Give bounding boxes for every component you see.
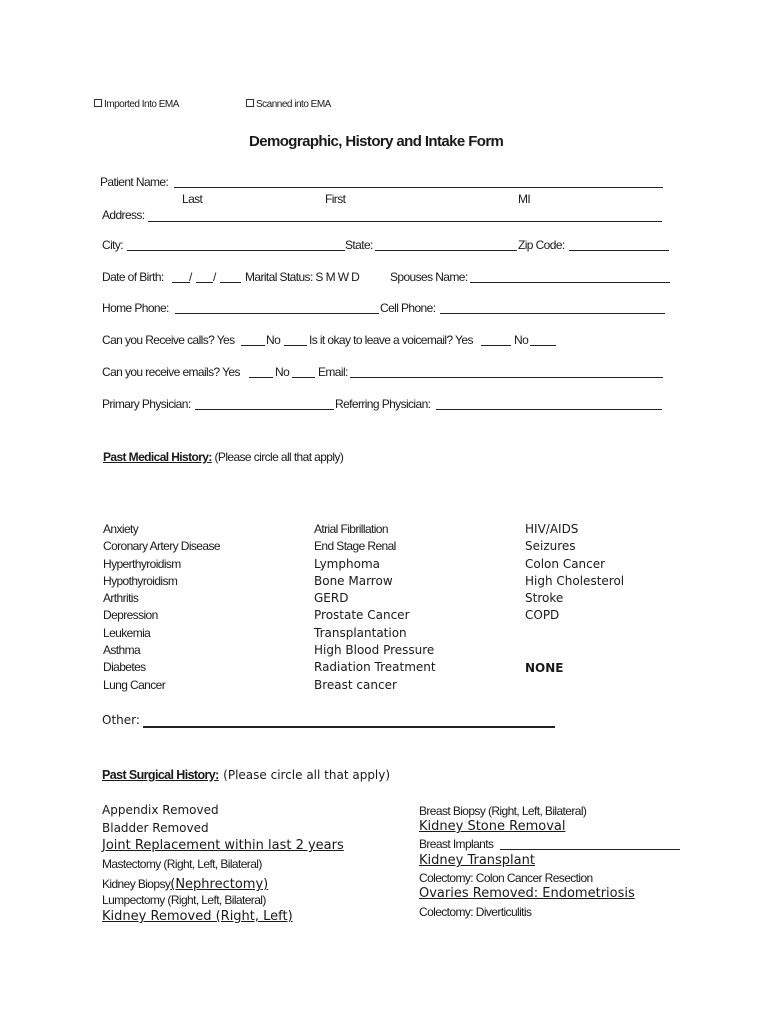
scanned-into-ema-checkbox[interactable]: Scanned into EMA — [246, 99, 331, 110]
medical-conditions-column-2 — [314, 522, 436, 695]
dob-separator: / — [189, 270, 192, 284]
checkbox-icon[interactable] — [246, 99, 254, 107]
primary-physician-field[interactable] — [195, 409, 334, 410]
imported-into-ema-checkbox[interactable]: Imported Into EMA — [94, 99, 179, 110]
condition-option[interactable]: High Blood Pressure — [314, 643, 435, 658]
last-name-caption: Last — [182, 192, 203, 206]
condition-option[interactable]: HIV/AIDS — [525, 522, 579, 536]
condition-option[interactable]: Prostate Cancer — [314, 608, 410, 623]
condition-option[interactable]: Radiation Treatment — [314, 660, 436, 675]
emails-yes-field[interactable] — [249, 377, 273, 378]
condition-option[interactable]: Breast cancer — [314, 677, 397, 692]
past-surgical-history-section — [102, 766, 390, 784]
condition-option[interactable]: Coronary Artery Disease — [103, 539, 220, 554]
surgery-option[interactable]: Ovaries Removed: Endometriosis — [419, 886, 635, 901]
past-medical-heading: Past Medical History: — [103, 450, 212, 464]
surgery-option[interactable]: Colectomy: Diverticulitis — [419, 905, 532, 919]
condition-option[interactable]: Hypothyroidism — [103, 573, 178, 588]
receive-calls-label: Can you Receive calls? Yes — [102, 333, 235, 347]
primary-physician-label: Primary Physician: — [102, 397, 191, 411]
surgery-option[interactable]: Bladder Removed — [102, 821, 209, 835]
dob-year-field[interactable] — [220, 282, 241, 283]
first-name-caption: First — [325, 192, 346, 206]
condition-option[interactable]: GERD — [314, 591, 349, 606]
spouse-name-label: Spouses Name: — [390, 270, 468, 284]
marital-status-label: Marital Status: S M W D — [245, 270, 360, 284]
condition-option[interactable]: Seizures — [525, 539, 576, 554]
mi-caption: MI — [518, 192, 531, 206]
state-field[interactable] — [375, 250, 517, 251]
dob-label: Date of Birth: — [102, 270, 164, 284]
calls-no-field[interactable] — [284, 345, 307, 346]
condition-option[interactable]: End Stage Renal — [314, 539, 396, 554]
past-surgical-instruction: (Please circle all that apply) — [223, 768, 391, 782]
cell-phone-field[interactable] — [440, 313, 665, 314]
emails-no-field[interactable] — [292, 377, 315, 378]
home-phone-label: Home Phone: — [102, 301, 169, 315]
condition-option[interactable]: Bone Marrow — [314, 573, 393, 588]
medical-conditions-column-3 — [525, 522, 624, 626]
surgery-option[interactable]: Appendix Removed — [102, 803, 219, 817]
zip-label: Zip Code: — [518, 238, 565, 252]
condition-option[interactable]: Diabetes — [103, 660, 146, 675]
patient-name-label: Patient Name: — [100, 175, 169, 189]
nephrectomy-label: (Nephrectomy) — [170, 877, 269, 892]
calls-yes-field[interactable] — [241, 345, 265, 346]
condition-option[interactable]: Asthma — [103, 643, 141, 658]
condition-option[interactable]: Arthritis — [103, 591, 139, 606]
other-field[interactable] — [143, 726, 555, 728]
checkbox-icon[interactable] — [94, 99, 102, 107]
state-label: State: — [345, 238, 373, 252]
past-medical-instruction: (Please circle all that apply) — [214, 450, 344, 464]
patient-name-field[interactable] — [174, 187, 663, 188]
dob-month-field[interactable] — [172, 282, 190, 283]
condition-option[interactable]: Hyperthyroidism — [103, 556, 181, 571]
cell-phone-label: Cell Phone: — [380, 301, 436, 315]
medical-conditions-column-1 — [103, 522, 220, 695]
voicemail-no-label: No — [514, 333, 529, 347]
condition-option[interactable]: Atrial Fibrillation — [314, 522, 388, 536]
breast-implants-label: Breast Implants — [419, 837, 494, 851]
emails-no-label: No — [275, 365, 290, 379]
referring-physician-label: Referring Physician: — [335, 397, 431, 411]
surgery-option[interactable]: Colectomy: Colon Cancer Resection — [419, 871, 593, 885]
surgery-option[interactable]: Mastectomy (Right, Left, Bilateral) — [102, 857, 262, 871]
dob-separator: / — [213, 270, 216, 284]
home-phone-field[interactable] — [175, 313, 379, 314]
condition-option[interactable]: Anxiety — [103, 522, 139, 536]
condition-option[interactable]: Leukemia — [103, 625, 151, 640]
none-option[interactable]: NONE — [525, 661, 564, 675]
surgery-option[interactable]: Kidney Stone Removal — [419, 819, 566, 834]
city-field[interactable] — [127, 250, 345, 251]
breast-implants-field[interactable] — [500, 849, 680, 850]
surgery-option[interactable]: Kidney Transplant — [419, 853, 535, 868]
condition-option[interactable]: Lung Cancer — [103, 677, 166, 692]
kidney-biopsy-label: Kidney Biopsy — [102, 877, 171, 891]
surgery-option[interactable]: Breast Biopsy (Right, Left, Bilateral) — [419, 804, 587, 818]
email-label: Email: — [318, 365, 348, 379]
condition-option[interactable]: COPD — [525, 608, 560, 623]
page-title: Demographic, History and Intake Form — [249, 133, 504, 150]
receive-emails-label: Can you receive emails? Yes — [102, 365, 240, 379]
condition-option[interactable]: Lymphoma — [314, 556, 380, 571]
condition-option[interactable]: High Cholesterol — [525, 573, 625, 588]
surgery-option[interactable]: Lumpectomy (Right, Left, Bilateral) — [102, 893, 266, 907]
calls-no-label: No — [266, 333, 281, 347]
spouse-name-field[interactable] — [470, 282, 670, 283]
condition-option[interactable]: Colon Cancer — [525, 556, 606, 571]
dob-day-field[interactable] — [196, 282, 213, 283]
voicemail-label: Is it okay to leave a voicemail? Yes — [309, 333, 473, 347]
email-field[interactable] — [350, 377, 663, 378]
referring-physician-field[interactable] — [436, 409, 662, 410]
other-label: Other: — [102, 713, 140, 727]
condition-option[interactable]: Stroke — [525, 591, 564, 606]
condition-option[interactable]: Depression — [103, 608, 158, 623]
city-label: City: — [102, 238, 124, 252]
zip-field[interactable] — [569, 250, 669, 251]
kidney-biopsy-option[interactable] — [102, 875, 268, 893]
condition-option[interactable]: Transplantation — [314, 625, 407, 640]
address-field[interactable] — [148, 221, 662, 222]
voicemail-yes-field[interactable] — [481, 345, 511, 346]
address-label: Address: — [102, 208, 145, 222]
surgery-option[interactable]: Joint Replacement within last 2 years — [102, 838, 344, 853]
voicemail-no-field[interactable] — [530, 345, 556, 346]
past-surgical-heading: Past Surgical History: — [102, 768, 219, 782]
surgery-option[interactable]: Kidney Removed (Right, Left) — [102, 909, 293, 924]
past-medical-history-section — [103, 450, 343, 464]
